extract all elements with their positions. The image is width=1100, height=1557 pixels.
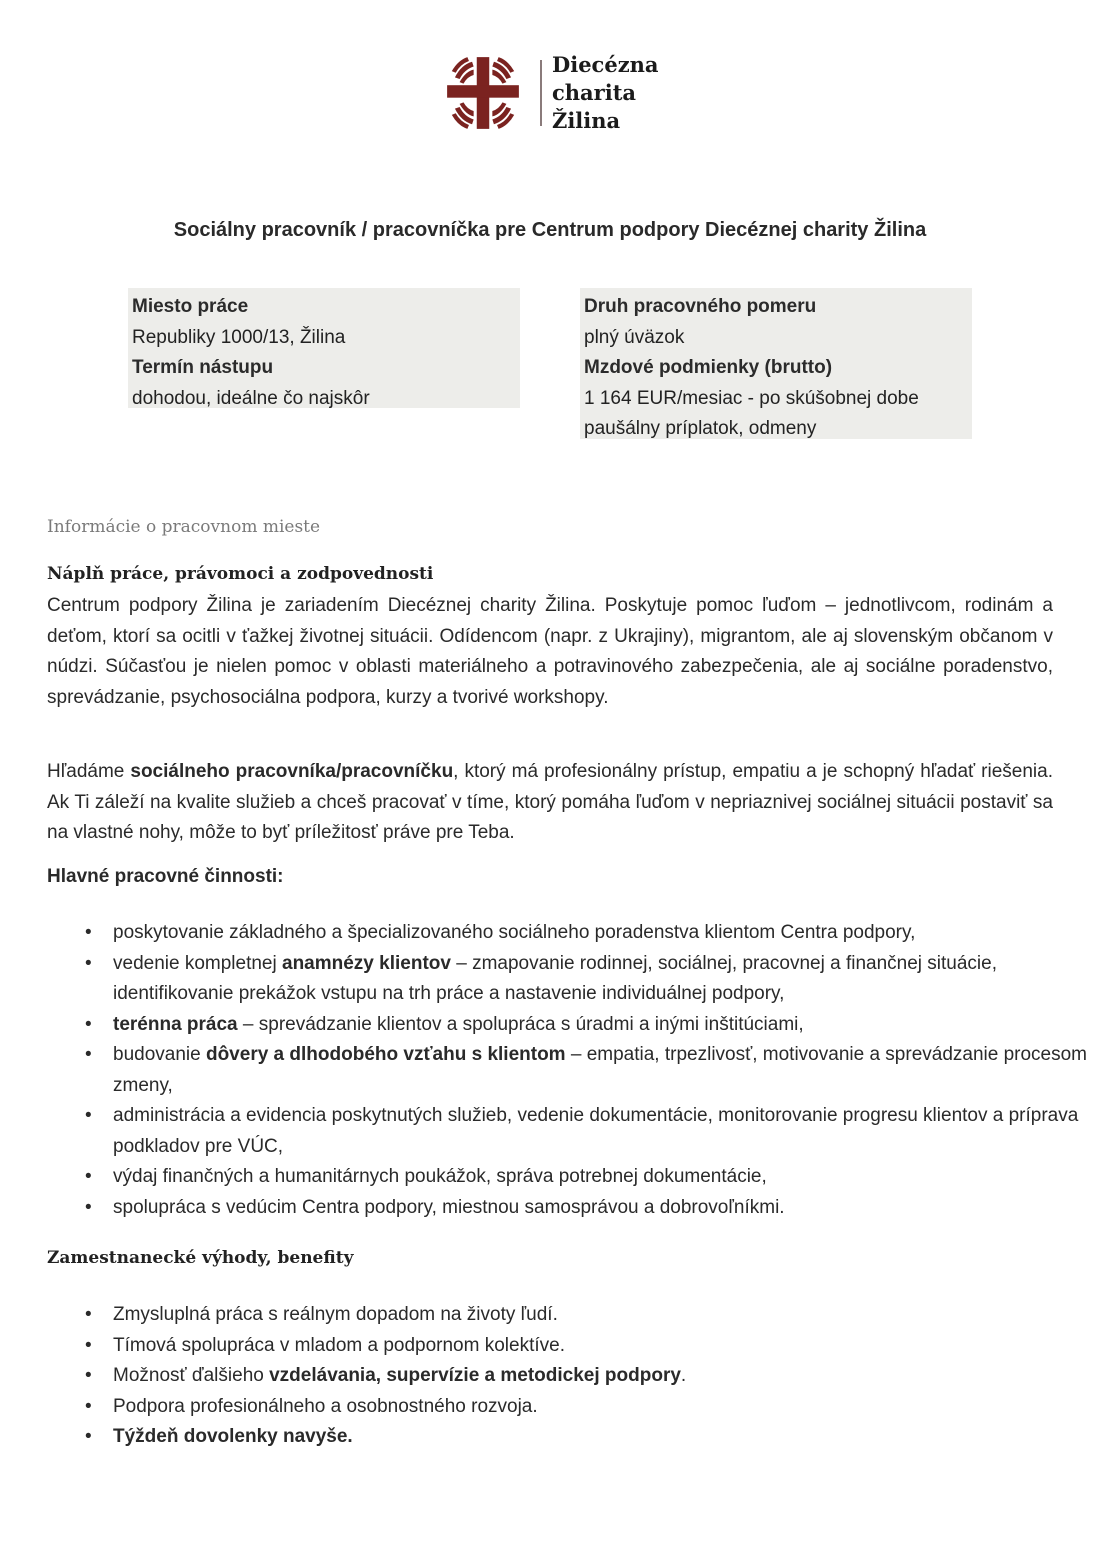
- info-box-right: [580, 288, 972, 439]
- start-label: Termín nástupu: [132, 357, 274, 378]
- duties-heading: Náplň práce, právomoci a zodpovednosti: [47, 564, 434, 584]
- seeking-text: , ktorý má profesionálny prístup, empatiu a je schopný hľadať riešenia. Ak Ti záleží na kvalite služieb a chceš pracovať v tíme, ktorý pomáha ľuďom v nepriaznivej sociálnej situácii postaviť sa na vlastné nohy, môže to byť príležitosť práve pre Teba.: [47, 761, 1053, 843]
- page-title: Sociálny pracovník / pracovníčka pre Centrum podpory Diecéznej charity Žilina: [173, 219, 927, 241]
- item-text: – empatia, trpezlivosť, motivovanie a sprevádzanie procesom zmeny,: [113, 1044, 1088, 1096]
- place-label: Miesto práce: [132, 296, 249, 317]
- list-item: [113, 1422, 1100, 1453]
- item-text: administrácia a evidencia poskytnutých služieb, vedenie dokumentácie, monitorovanie progresu klientov a príprava podkladov pre VÚC,: [113, 1105, 1079, 1157]
- list-item: [113, 1193, 1100, 1224]
- seeking-text: Hľadáme: [47, 761, 131, 782]
- place-value: Republiky 1000/13, Žilina: [132, 326, 346, 348]
- salary-value: 1 164 EUR/mesiac - po skúšobnej dobe: [584, 387, 919, 409]
- logo-line: charita: [552, 79, 637, 105]
- list-item: [113, 1361, 1100, 1392]
- logo-text: [552, 51, 659, 135]
- item-text: poskytovanie základného a špecializovaného sociálneho poradenstva klientom Centra podpory,: [113, 922, 916, 943]
- logo: [430, 50, 670, 135]
- logo-divider: [540, 60, 542, 126]
- item-text: Možnosť ďalšieho: [113, 1365, 270, 1386]
- employment-type-label: Druh pracovného pomeru: [584, 296, 817, 317]
- seeking-paragraph: [47, 757, 1053, 849]
- list-item: [113, 1331, 1100, 1362]
- list-item: [113, 918, 1100, 949]
- activities-list: [47, 918, 1100, 1223]
- salary-label: Mzdové podmienky (brutto): [584, 357, 833, 378]
- list-item: [113, 1300, 1100, 1331]
- list-item: [113, 1392, 1100, 1423]
- benefits-heading: Zamestnanecké výhody, benefity: [47, 1248, 354, 1268]
- list-item: [113, 1101, 1100, 1162]
- item-text: Zmysluplná práca s reálnym dopadom na životy ľudí.: [113, 1304, 558, 1325]
- employment-type-value: plný úväzok: [584, 326, 685, 348]
- item-text: Podpora profesionálneho a osobnostného rozvoja.: [113, 1395, 538, 1417]
- section-label: Informácie o pracovnom mieste: [47, 517, 321, 537]
- start-value: dohodou, ideálne čo najskôr: [132, 387, 370, 409]
- list-item: [113, 1010, 1100, 1041]
- item-bold: dôvery a dlhodobého vzťahu s klientom: [205, 1044, 566, 1065]
- activities-heading: Hlavné pracovné činnosti:: [47, 866, 284, 887]
- item-text: vedenie kompletnej: [113, 952, 282, 974]
- logo-line: Diecézna: [552, 51, 659, 77]
- list-item: [113, 949, 1100, 1010]
- item-bold: terénna práca: [113, 1013, 238, 1035]
- list-item: [113, 1162, 1100, 1193]
- item-text: budovanie: [113, 1044, 206, 1065]
- list-item: [113, 1040, 1100, 1101]
- benefits-list: [47, 1300, 1100, 1453]
- item-text: .: [680, 1365, 687, 1386]
- intro-paragraph: Centrum podpory Žilina je zariadením Diecéznej charity Žilina. Poskytuje pomoc ľuďom – jednotlivcom, rodinám a deťom, ktorí sa ocitli v ťažkej životnej situácii. Odídencom (napr. z Ukrajiny), migrantom, ale aj slovenským občanom v núdzi. Súčasťou je nielen pomoc v oblasti materiálneho a potravinového zabezpečenia, ale aj sociálne poradenstvo, sprevádzanie, psychosociálna podpora, kurzy a tvorivé workshopy.: [47, 595, 1053, 708]
- item-text: Tímová spolupráca v mladom a podpornom kolektíve.: [113, 1334, 565, 1356]
- caritas-cross-icon: [444, 54, 522, 132]
- item-bold: vzdelávania, supervízie a metodickej podpory: [269, 1365, 681, 1386]
- salary-extra: paušálny príplatok, odmeny: [584, 418, 817, 439]
- item-bold: anamnézy klientov: [282, 952, 451, 974]
- logo-line: Žilina: [552, 107, 621, 133]
- seeking-position: sociálneho pracovníka/pracovníčku: [130, 761, 454, 782]
- item-text: – zmapovanie rodinnej, sociálnej, pracovnej a finančnej situácie, identifikovanie prekážok vstupu na trh práce a nastavenie individuálnej podpory,: [113, 952, 997, 1004]
- info-box-left: [128, 288, 520, 408]
- item-text: výdaj finančných a humanitárnych poukážok, správa potrebnej dokumentácie,: [113, 1166, 767, 1187]
- item-text: – sprevádzanie klientov a spolupráca s úradmi a inými inštitúciami,: [237, 1013, 804, 1035]
- item-text: spolupráca s vedúcim Centra podpory, miestnou samosprávou a dobrovoľníkmi.: [113, 1196, 785, 1218]
- item-bold: Týždeň dovolenky navyše.: [113, 1426, 353, 1447]
